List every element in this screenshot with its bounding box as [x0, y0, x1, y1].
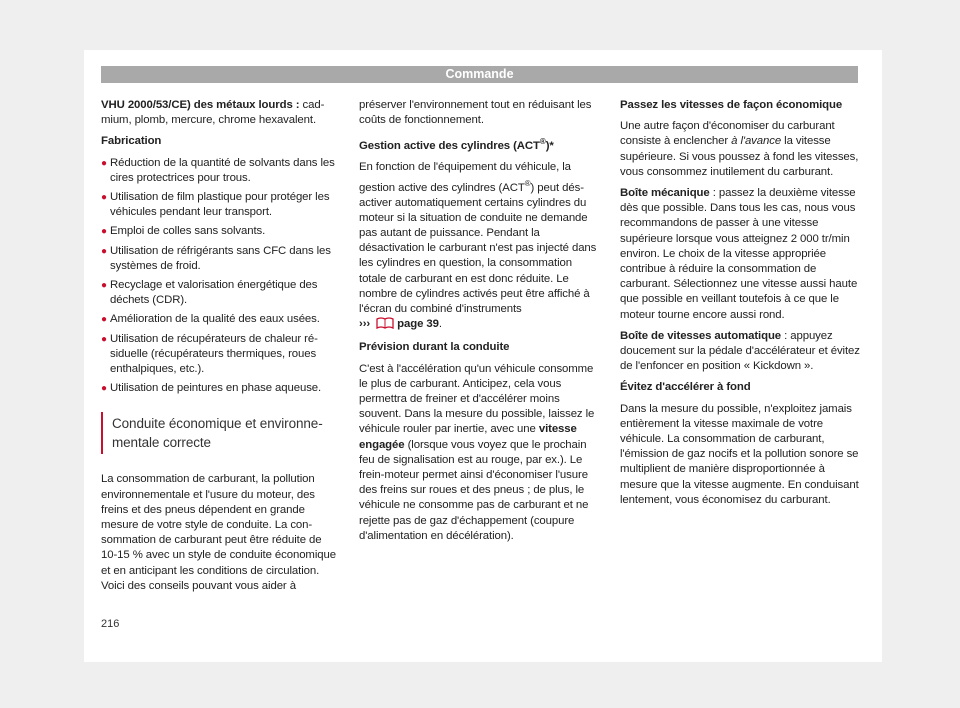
list-item: ● Emploi de colles sans solvants.: [101, 224, 339, 239]
accelerate-paragraph: Dans la mesure du possible, n'exploitez jamais entièrement la vitesse maximale de votre véhicule. La consommation de carburant, l'émission de gaz nocifs et la pollution sonore se multiplient de manière disproportionnée à mesure que la vitesse augmente. En conduisant lentement, vous économisez du carburant.: [620, 402, 859, 506]
list-item: ● Utilisation de peintures en phase aqueuse.: [101, 381, 339, 396]
column-right: [620, 98, 860, 514]
section-paragraph: La consommation de carburant, la pollution environnementale et l'usure du moteur, des freins et des pneus dépendent en grande mesure de votre style de conduite. La consommation de carburant peut être réduite de 10-15 % avec un style de conduite économique et en anticipant les conditions de circulation. Voici des conseils pouvant vous aider à: [101, 473, 336, 592]
bullet-icon: ●: [101, 157, 107, 169]
bullet-icon: ●: [101, 333, 107, 345]
bullet-icon: ●: [101, 245, 107, 257]
list-item: ● Utilisation de récupérateurs de chaleur résiduelle (récupérateurs thermiques, roues enthalpiques, etc.).: [101, 332, 318, 376]
prevision-paragraph: C'est à l'accélération qu'un véhicule consomme le plus de carburant. Anticipez, cela vous permettra de freiner et d'accélérer moins souvent. Dans la mesure du possible, laissez le véhicule rouler par inertie, avec une vitesse engagée (lorsque vous voyez que le prochain feu de signalisation est au rouge, par ex.). Le frein-moteur permet ainsi d'économiser l'usure des freins sur roues et des pneus ; de plus, le véhicule ne consomme pas de carburant et ne rejette pas de gaz d'échappement (coupure d'alimentation en décélération).: [359, 362, 595, 542]
bullet-icon: ●: [101, 383, 107, 395]
bullet-icon: ●: [101, 226, 107, 238]
bullet-icon: ●: [101, 192, 107, 204]
bullet-icon: ●: [101, 280, 107, 292]
act-paragraph: En fonction de l'équipement du véhicule, la gestion active des cylindres (ACT®) peut désactiver automatiquement certains cylindres du moteur si la situation de conduite ne demande pas autant de puissance. Pendant la désactivation le carburant n'est pas injecté dans les cylindres en question, la consommation totale de carburant en est donc réduite. Le nombre de cylindres activés peut être affiché à l'écran du combiné d'instruments ››› page 39.: [359, 160, 599, 334]
intro-continued: préserver l'environnement tout en réduisant les coûts de fonctionnement.: [359, 99, 592, 127]
fabrication-heading: Fabrication: [101, 135, 162, 148]
book-link-icon[interactable]: [376, 317, 394, 334]
column-middle: [359, 98, 599, 550]
shift-paragraph: Une autre façon d'économiser du carburant consiste à enclencher à l'avance la vitesse supérieure. Si vous poussez à fond les vitesses, vous consommez inutilement du carburant.: [620, 120, 859, 178]
intro-paragraph: VHU 2000/53/CE) des métaux lourds : cadmium, plomb, mercure, chrome hexavalent.: [101, 99, 325, 127]
act-heading: Gestion active des cylindres (ACT®)*: [359, 137, 554, 153]
list-item: ● Réduction de la quantité de solvants dans les cires protectrices pour trous.: [101, 156, 335, 184]
list-item: ● Utilisation de réfrigérants sans CFC dans les systèmes de froid.: [101, 244, 331, 272]
link-arrows: ›››: [359, 318, 371, 331]
shift-heading: Passez les vitesses de façon économique: [620, 99, 843, 111]
column-left: [101, 98, 339, 600]
accelerate-heading: Évitez d'accélérer à fond: [620, 381, 751, 394]
list-item: ● Utilisation de film plastique pour protéger les véhicules pendant leur transport.: [101, 191, 330, 219]
manual-gearbox-paragraph: Boîte mécanique : passez la deuxième vitesse dès que possible. Dans tous les cas, nous vous recommandons de passer à une vitesse supérieure lorsque vous atteignez 2 000 tr/min environ. Le choix de la vitesse appropriée contribue à réduire la consommation de carburant. Sélectionnez une vitesse aussi haute que possible en veillant toutefois à ce que le moteur tourne encore aussi rond.: [620, 187, 858, 321]
page-number: 216: [101, 618, 120, 630]
list-item: ● Recyclage et valorisation énergétique des déchets (CDR).: [101, 279, 318, 307]
page-link[interactable]: page 39: [397, 318, 439, 331]
prevision-heading: Prévision durant la conduite: [359, 341, 510, 354]
section-title: Conduite économique et environnementale correcte: [101, 412, 339, 454]
bullet-icon: ●: [101, 314, 107, 326]
automatic-gearbox-paragraph: Boîte de vitesses automatique : appuyez doucement sur la pédale d'accélérateur et évitez de l'enfoncer en position « Kickdown ».: [620, 329, 860, 373]
list-item: ● Amélioration de la qualité des eaux usées.: [101, 312, 339, 327]
fabrication-list: [101, 156, 339, 397]
page-header: Commande: [101, 66, 858, 83]
